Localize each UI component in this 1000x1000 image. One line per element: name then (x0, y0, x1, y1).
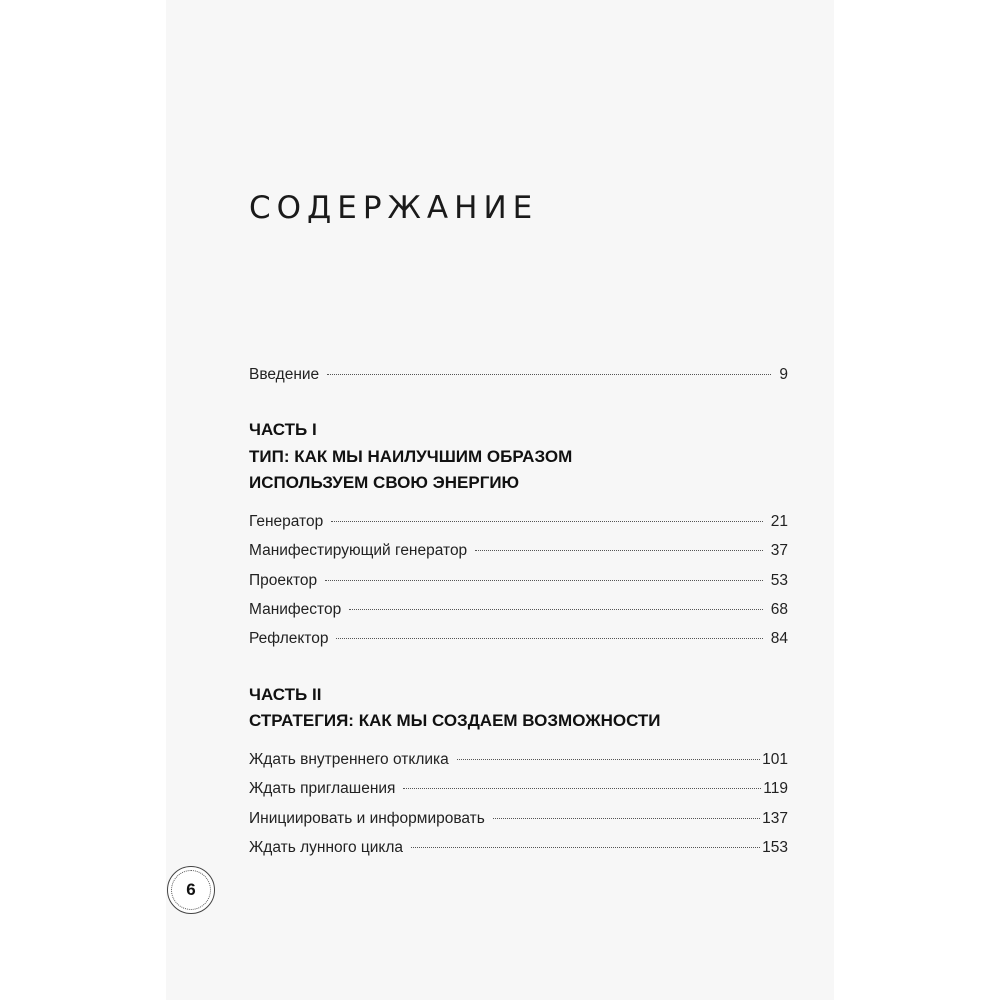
toc-entry[interactable] (249, 572, 788, 601)
part-2-title: СТРАТЕГИЯ: КАК МЫ СОЗДАЕМ ВОЗМОЖНОСТИ (249, 711, 661, 731)
dot-leader (403, 788, 761, 789)
toc-entry[interactable] (249, 630, 788, 659)
part-2-number: ЧАСТЬ II (249, 684, 322, 704)
page-number: 6 (171, 870, 211, 910)
toc-entry[interactable] (249, 601, 788, 630)
dot-leader (325, 580, 763, 581)
toc-entry[interactable] (249, 810, 788, 839)
toc-entry[interactable] (249, 513, 788, 542)
toc-entry-label: Рефлектор (249, 630, 329, 648)
part-2-heading (249, 682, 788, 735)
toc-entry-page: 21 (770, 512, 788, 530)
toc-entry-label: Манифестирующий генератор (249, 542, 468, 560)
dot-leader (336, 638, 762, 639)
toc-entry-page: 37 (770, 542, 788, 560)
dot-leader (475, 550, 763, 551)
toc-entry-label: Инициировать и информировать (249, 809, 485, 827)
dot-leader (457, 759, 760, 760)
dot-leader (411, 847, 760, 848)
toc-entry-label: Манифестор (249, 601, 342, 619)
toc-entry-label: Ждать внутреннего отклика (249, 750, 449, 768)
dot-leader (493, 818, 760, 819)
toc-entry-page: 137 (762, 809, 788, 827)
toc-entry-page: 101 (762, 750, 788, 768)
toc-entry-page: 68 (770, 601, 788, 619)
part-1-title-line-1: ТИП: КАК МЫ НАИЛУЧШИМ ОБРАЗОМ (249, 446, 573, 466)
part-1-title-line-2: ИСПОЛЬЗУЕМ СВОЮ ЭНЕРГИЮ (249, 473, 520, 493)
toc-entry-page: 9 (779, 366, 788, 383)
toc-entry-label: Введение (249, 366, 320, 383)
page-title: СОДЕРЖАНИЕ (249, 190, 539, 226)
toc-entry[interactable] (249, 839, 788, 868)
page-number-badge (167, 866, 215, 914)
toc-entry[interactable] (249, 751, 788, 780)
toc-entry-page: 53 (770, 571, 788, 589)
toc-entry-label: Ждать лунного цикла (249, 839, 404, 857)
dot-leader (327, 374, 771, 375)
toc-entry-label: Проектор (249, 571, 318, 589)
table-of-contents (249, 366, 788, 868)
toc-entry-page: 153 (762, 839, 788, 857)
toc-entry-label: Генератор (249, 512, 324, 530)
toc-entry-label: Ждать приглашения (249, 780, 396, 798)
part-1-number: ЧАСТЬ I (249, 420, 317, 440)
part-1-heading (249, 417, 788, 497)
toc-entry-page: 84 (770, 630, 788, 648)
dot-leader (349, 609, 763, 610)
toc-entry-page: 119 (763, 780, 788, 798)
toc-entry[interactable] (249, 542, 788, 571)
toc-entry-intro[interactable] (249, 366, 788, 395)
dot-leader (331, 521, 763, 522)
toc-entry[interactable] (249, 780, 788, 809)
